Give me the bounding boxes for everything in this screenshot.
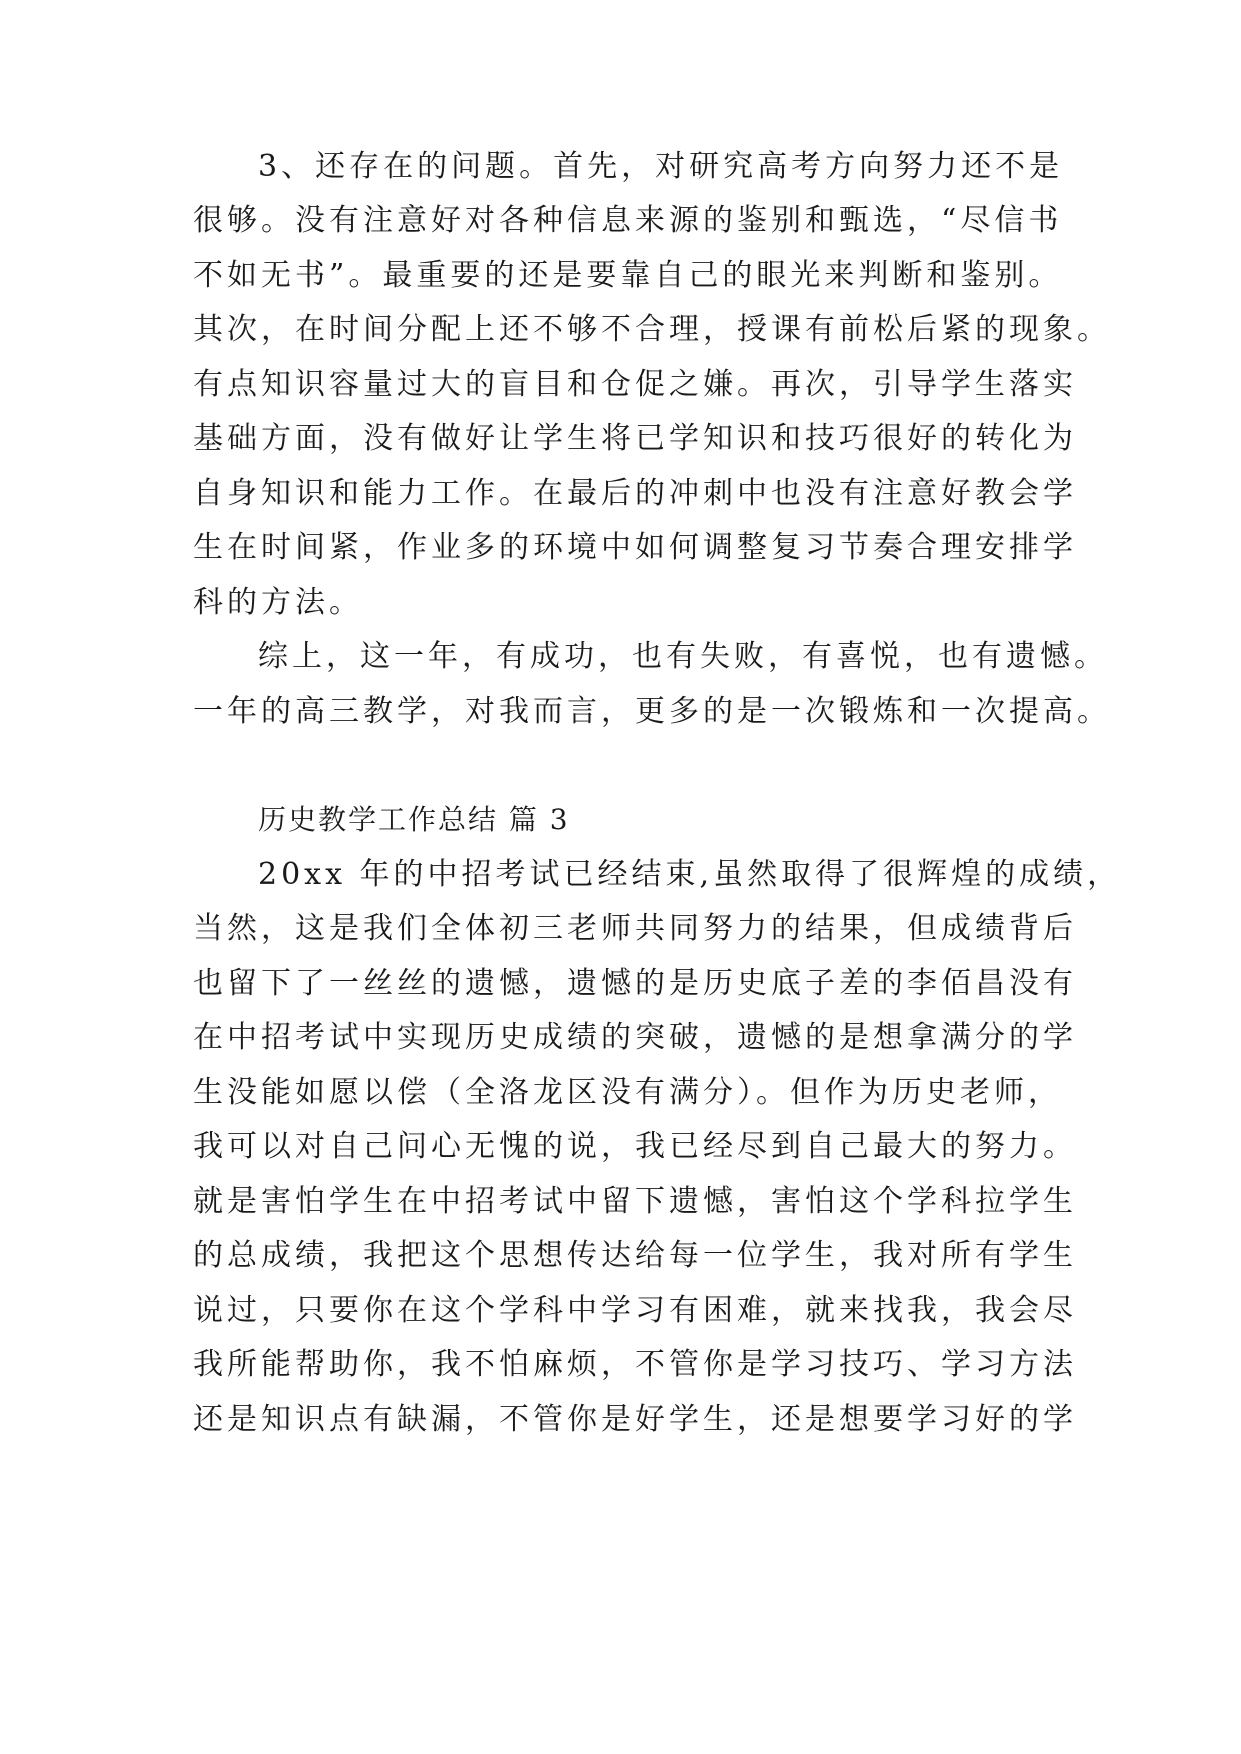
paragraph-line: 不如无书”。最重要的还是要靠自己的眼光来判断和鉴别。 [193,258,1063,293]
paragraph-line: 我可以对自己问心无愧的说，我已经尽到自己最大的努力。 [193,1129,1077,1164]
paragraph-line: 还是知识点有缺漏，不管你是好学生，还是想要学习好的学 [193,1402,1077,1437]
paragraph-line: 就是害怕学生在中招考试中留下遗憾，害怕这个学科拉学生 [193,1184,1077,1219]
paragraph-line: 的总成绩，我把这个思想传达给每一位学生，我对所有学生 [193,1238,1077,1273]
paragraph-line: 我所能帮助你，我不怕麻烦，不管你是学习技巧、学习方法 [193,1347,1077,1382]
paragraph-line: 其次，在时间分配上还不够不合理，授课有前松后紧的现象。 [193,312,1111,347]
paragraph-line: 20xx 年的中招考试已经结束,虽然取得了很辉煌的成绩， [258,857,1122,892]
paragraph-line: 科的方法。 [193,585,363,620]
paragraph-line: 当然，这是我们全体初三老师共同努力的结果，但成绩背后 [193,911,1077,946]
paragraph-line: 说过，只要你在这个学科中学习有困难，就来找我，我会尽 [193,1293,1077,1328]
section-heading: 历史教学工作总结 篇 3 [258,803,570,836]
paragraph-line: 很够。没有注意好对各种信息来源的鉴别和甄选，“尽信书 [193,203,1063,238]
paragraph-line: 生没能如愿以偿（全洛龙区没有满分）。但作为历史老师， [193,1075,1062,1110]
paragraph-line: 3、还存在的问题。首先，对研究高考方向努力还不是 [258,149,1064,184]
paragraph-line: 基础方面，没有做好让学生将已学知识和技巧很好的转化为 [193,421,1077,456]
paragraph-line: 有点知识容量过大的盲目和仓促之嫌。再次，引导学生落实 [193,367,1077,402]
paragraph-line: 自身知识和能力工作。在最后的冲刺中也没有注意好教会学 [193,476,1077,511]
paragraph-line: 综上，这一年，有成功，也有失败，有喜悦，也有遗憾。 [258,639,1108,674]
paragraph-line: 生在时间紧，作业多的环境中如何调整复习节奏合理安排学 [193,530,1077,565]
paragraph-line: 在中招考试中实现历史成绩的突破，遗憾的是想拿满分的学 [193,1020,1077,1055]
paragraph-line: 也留下了一丝丝的遗憾，遗憾的是历史底子差的李佰昌没有 [193,966,1077,1001]
paragraph-line: 一年的高三教学，对我而言，更多的是一次锻炼和一次提高。 [193,694,1111,729]
